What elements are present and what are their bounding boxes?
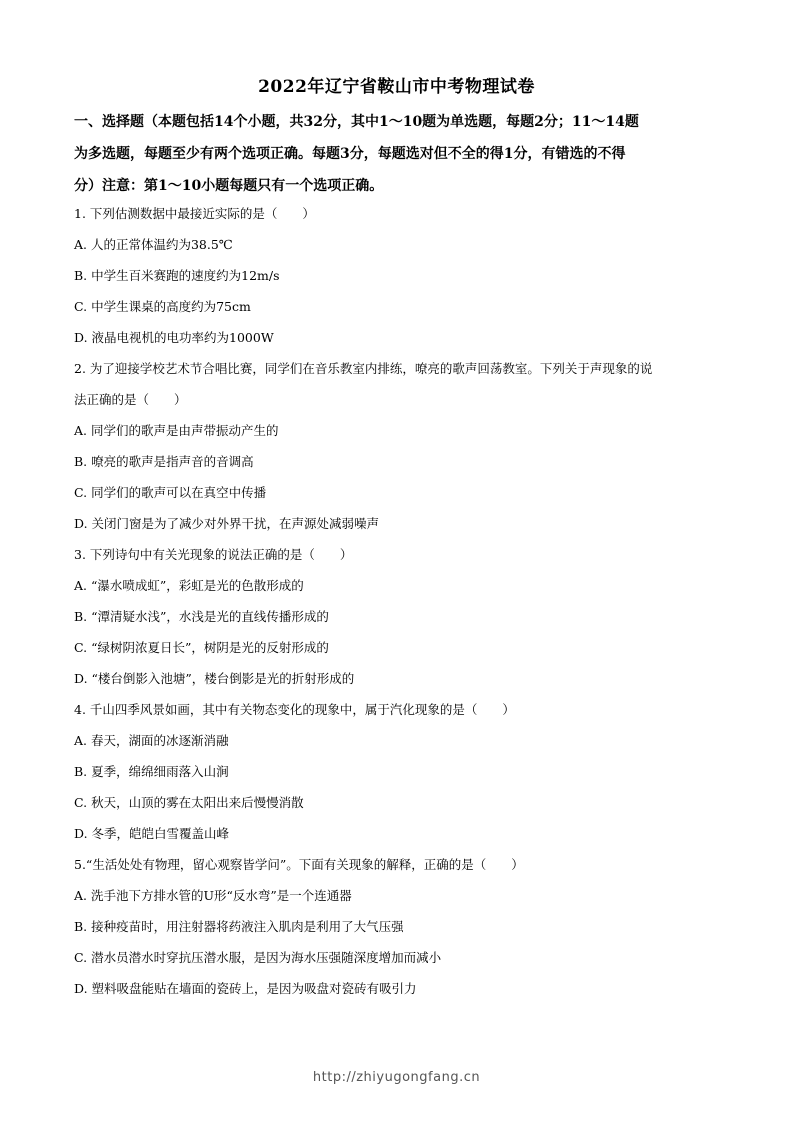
answer-option: D. 冬季，皑皑白雪覆盖山峰 xyxy=(74,826,230,841)
question-block xyxy=(74,353,724,539)
answer-option: C. “绿树阴浓夏日长”，树阴是光的反射形成的 xyxy=(74,640,329,655)
answer-option: A. 洗手池下方排水管的U形“反水弯”是一个连通器 xyxy=(74,888,352,903)
answer-option: D. 液晶电视机的电功率约为1000W xyxy=(74,330,274,345)
footer-url[interactable]: http://zhiyugongfang.cn xyxy=(312,1070,481,1085)
answer-option: A. “瀑水喷成虹”，彩虹是光的色散形成的 xyxy=(74,578,304,593)
answer-option: B. “潭清疑水浅”，水浅是光的直线传播形成的 xyxy=(74,609,329,624)
question-block xyxy=(74,849,724,1004)
question-stem: 法正确的是（ ） xyxy=(74,392,187,407)
answer-option: B. 嘹亮的歌声是指声音的音调高 xyxy=(74,454,254,469)
question-stem: 4. 千山四季风景如画，其中有关物态变化的现象中，属于汽化现象的是（ ） xyxy=(74,702,515,717)
question-stem: 2. 为了迎接学校艺术节合唱比赛，同学们在音乐教室内排练，嘹亮的歌声回荡教室。下列关于声现象的说 xyxy=(74,361,653,376)
question-list xyxy=(74,198,724,1004)
answer-option: D. 关闭门窗是为了减少对外界干扰，在声源处减弱噪声 xyxy=(74,516,380,531)
question-block xyxy=(74,694,724,849)
question-block xyxy=(74,198,724,353)
answer-option: C. 潜水员潜水时穿抗压潜水服，是因为海水压强随深度增加而减小 xyxy=(74,950,442,965)
question-block xyxy=(74,539,724,694)
answer-option: D. 塑料吸盘能贴在墙面的瓷砖上，是因为吸盘对瓷砖有吸引力 xyxy=(74,981,417,996)
answer-option: A. 同学们的歌声是由声带振动产生的 xyxy=(74,423,279,438)
answer-option: C. 中学生课桌的高度约为75cm xyxy=(74,299,251,314)
section-header-line: 一、选择题（本题包括14个小题，共32分，其中1～10题为单选题，每题2分；11～14题 xyxy=(74,114,639,130)
section-header xyxy=(74,106,722,202)
question-stem: 1. 下列估测数据中最接近实际的是（ ） xyxy=(74,206,315,221)
question-stem: 3. 下列诗句中有关光现象的说法正确的是（ ） xyxy=(74,547,353,562)
answer-option: B. 接种疫苗时，用注射器将药液注入肌肉是利用了大气压强 xyxy=(74,919,404,934)
answer-option: A. 春天，湖面的冰逐渐消融 xyxy=(74,733,229,748)
answer-option: C. 同学们的歌声可以在真空中传播 xyxy=(74,485,267,500)
section-header-line: 分）注意：第1～10小题每题只有一个选项正确。 xyxy=(74,178,384,194)
answer-option: A. 人的正常体温约为38.5℃ xyxy=(74,237,233,252)
question-stem: 5.“生活处处有物理，留心观察皆学问”。下面有关现象的解释，正确的是（ ） xyxy=(74,857,524,872)
answer-option: C. 秋天，山顶的雾在太阳出来后慢慢消散 xyxy=(74,795,304,810)
answer-option: B. 夏季，绵绵细雨落入山涧 xyxy=(74,764,229,779)
answer-option: B. 中学生百米赛跑的速度约为12m/s xyxy=(74,268,280,283)
section-header-line: 为多选题，每题至少有两个选项正确。每题3分，每题选对但不全的得1分，有错选的不得 xyxy=(74,146,626,162)
page-title: 2022年辽宁省鞍山市中考物理试卷 xyxy=(258,77,535,97)
answer-option: D. “楼台倒影入池塘”，楼台倒影是光的折射形成的 xyxy=(74,671,355,686)
